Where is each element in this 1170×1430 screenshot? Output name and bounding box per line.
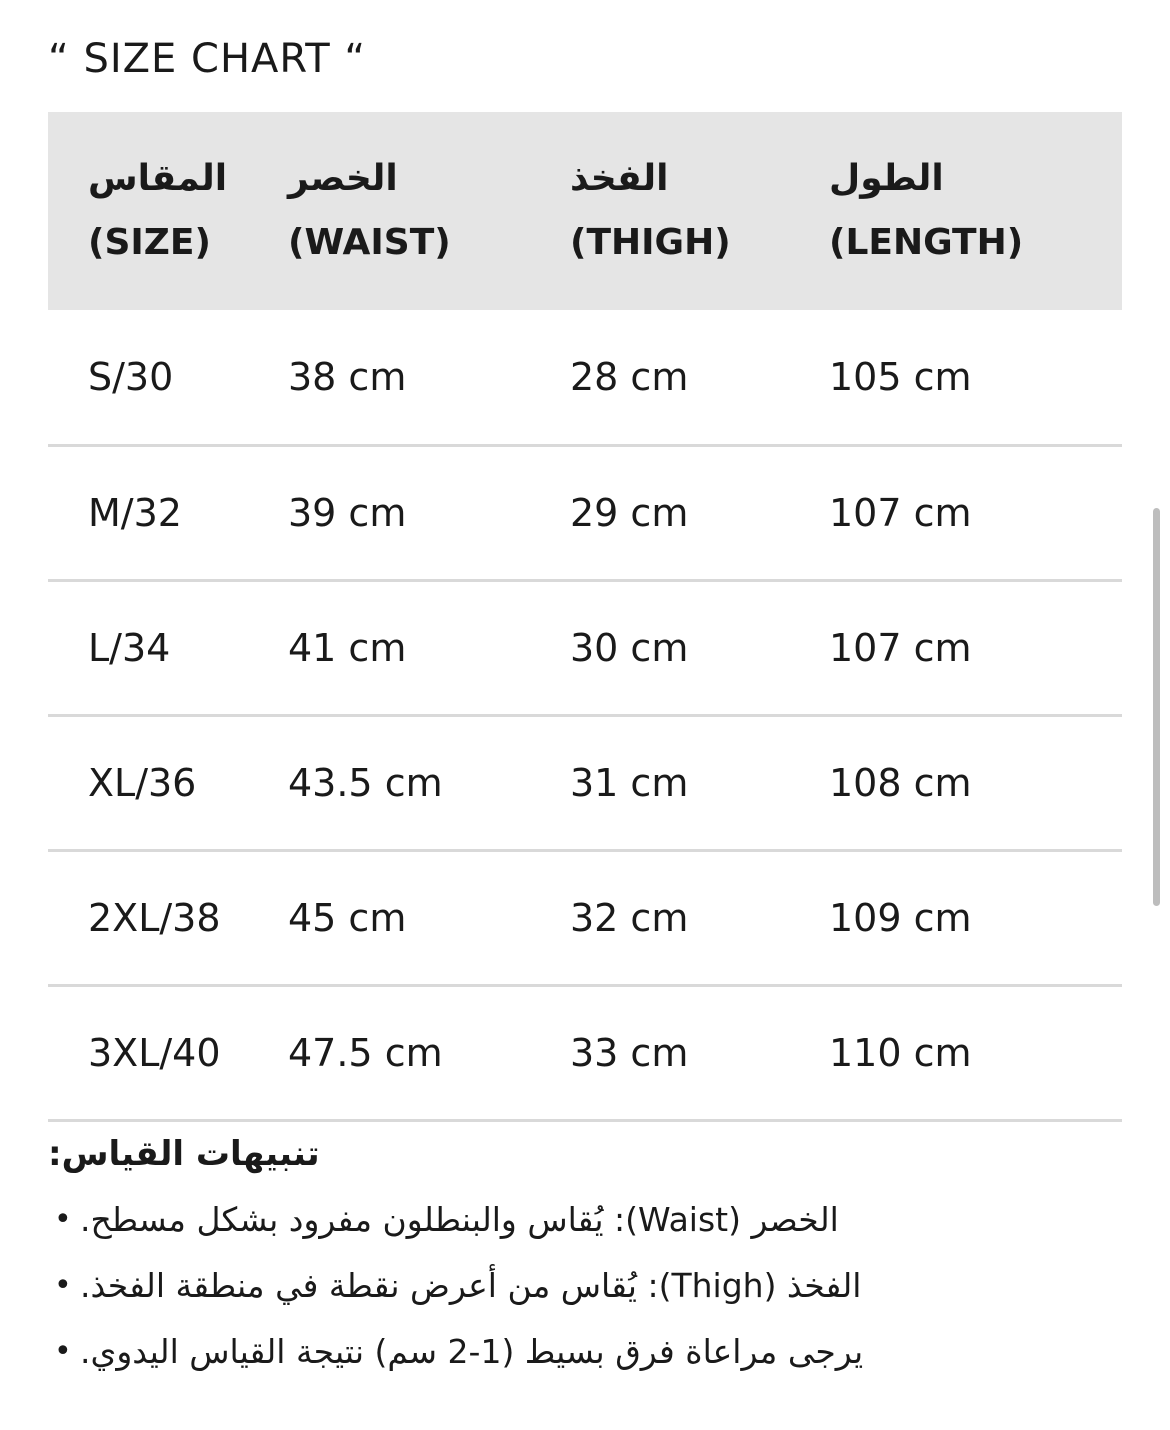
- header-waist-ar: الخصر: [288, 158, 398, 199]
- cell-size: 2XL/38: [88, 895, 221, 940]
- table-row: [48, 850, 1122, 985]
- table-row: [48, 715, 1122, 850]
- note-item: [48, 1252, 1122, 1318]
- cell-length: 105 cm: [829, 354, 972, 399]
- header-waist-en: (WAIST): [288, 222, 451, 263]
- page-title: “ SIZE CHART “: [48, 36, 367, 82]
- table-row: [48, 985, 1122, 1120]
- cell-length: 110 cm: [829, 1030, 972, 1075]
- cell-length: 107 cm: [829, 490, 972, 535]
- cell-length: 108 cm: [829, 760, 972, 805]
- cell-waist: 38 cm: [288, 354, 407, 399]
- cell-size: L/34: [88, 625, 171, 670]
- header-length: [829, 112, 1122, 310]
- cell-length: 109 cm: [829, 895, 972, 940]
- cell-thigh: 33 cm: [570, 1030, 689, 1075]
- cell-waist: 39 cm: [288, 490, 407, 535]
- cell-waist: 47.5 cm: [288, 1030, 443, 1075]
- cell-size: 3XL/40: [88, 1030, 221, 1075]
- header-thigh-en: (THIGH): [570, 222, 731, 263]
- cell-length: 107 cm: [829, 625, 972, 670]
- header-thigh: [570, 112, 829, 310]
- header-thigh-ar: الفخذ: [570, 158, 669, 199]
- note-text: الخصر (Waist): يُقاس والبنطلون مفرود بشكل مسطح.: [80, 1199, 839, 1239]
- bullet-icon: •: [54, 1333, 72, 1369]
- bullet-icon: •: [54, 1267, 72, 1303]
- cell-thigh: 28 cm: [570, 354, 689, 399]
- header-row: [48, 112, 1122, 310]
- cell-waist: 43.5 cm: [288, 760, 443, 805]
- cell-thigh: 31 cm: [570, 760, 689, 805]
- note-text: الفخذ (Thigh): يُقاس من أعرض نقطة في منطقة الفخذ.: [80, 1265, 862, 1305]
- scrollbar[interactable]: [1153, 508, 1160, 906]
- header-waist: [288, 112, 570, 310]
- cell-size: M/32: [88, 490, 182, 535]
- header-length-en: (LENGTH): [829, 222, 1024, 263]
- cell-size: XL/36: [88, 760, 197, 805]
- note-text: يرجى مراعاة فرق بسيط (1-2 سم) نتيجة القياس اليدوي.: [80, 1331, 864, 1371]
- cell-waist: 45 cm: [288, 895, 407, 940]
- cell-size: S/30: [88, 354, 174, 399]
- cell-thigh: 29 cm: [570, 490, 689, 535]
- note-item: [48, 1186, 1122, 1252]
- measurement-notes: [48, 1134, 1122, 1384]
- table-body: [48, 310, 1122, 1120]
- note-item: [48, 1318, 1122, 1384]
- cell-waist: 41 cm: [288, 625, 407, 670]
- header-size: [48, 112, 288, 310]
- header-size-en: (SIZE): [88, 222, 211, 263]
- table-row: [48, 580, 1122, 715]
- header-length-ar: الطول: [829, 158, 944, 199]
- table-row: [48, 445, 1122, 580]
- notes-title: تنبيهات القياس:: [48, 1134, 320, 1174]
- cell-thigh: 32 cm: [570, 895, 689, 940]
- table-row: [48, 310, 1122, 445]
- cell-thigh: 30 cm: [570, 625, 689, 670]
- size-chart-table: [48, 112, 1122, 1122]
- table-header: [48, 112, 1122, 310]
- header-size-ar: المقاس: [88, 158, 228, 199]
- bullet-icon: •: [54, 1201, 72, 1237]
